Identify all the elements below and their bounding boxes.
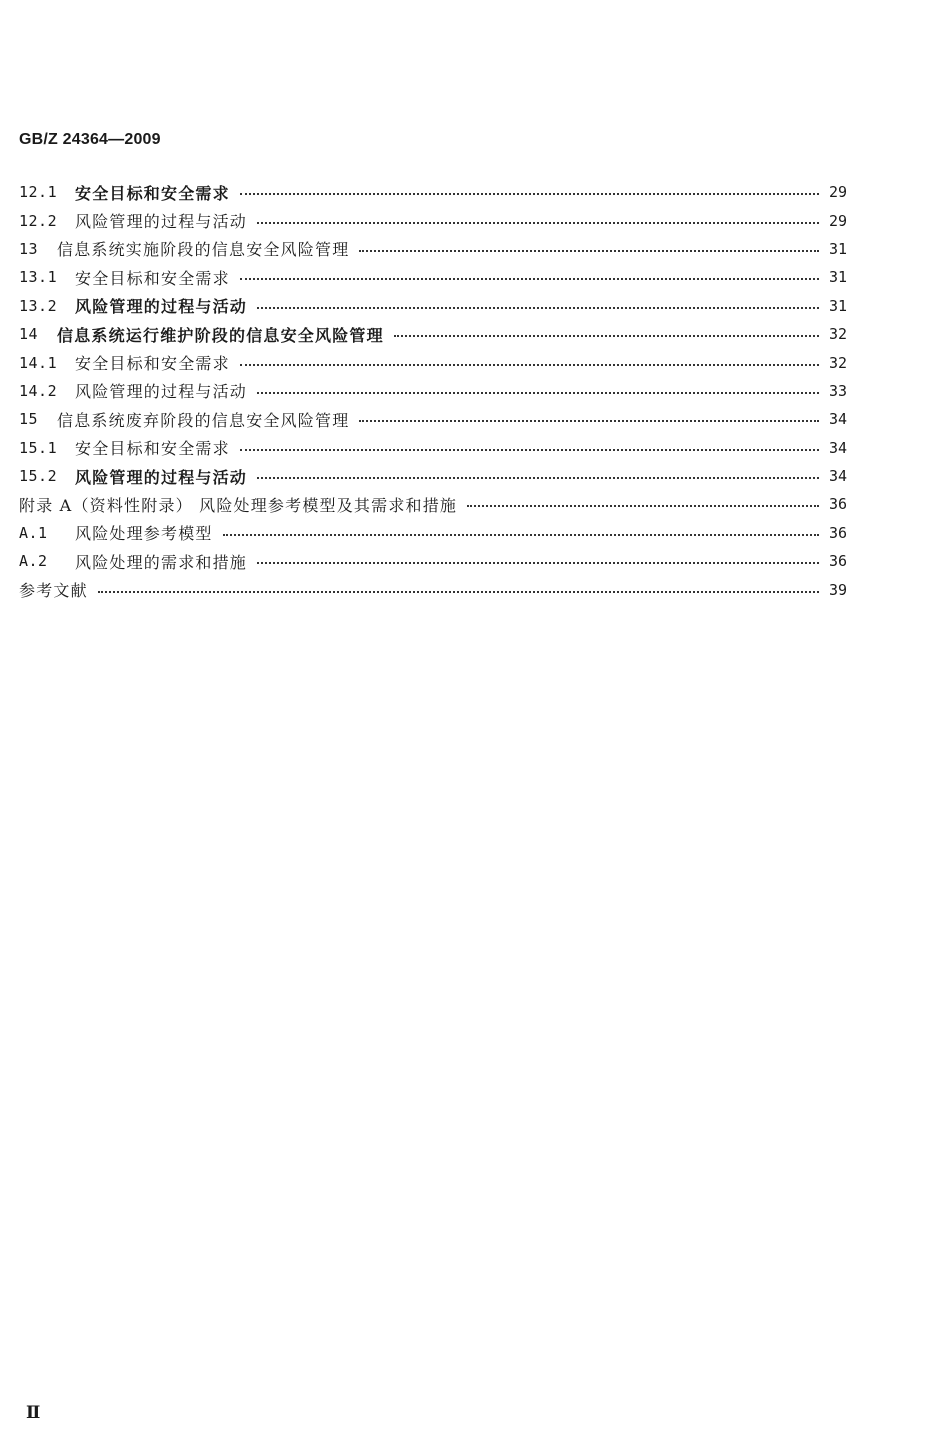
toc-dot-leader (240, 364, 819, 366)
toc-entry-page: 31 (828, 268, 847, 287)
toc-entry-number: 13 (19, 239, 39, 258)
toc-dot-leader (240, 278, 819, 280)
toc-entry[interactable] (19, 263, 847, 291)
toc-entry-title: 风险处理的需求和措施 (75, 552, 248, 572)
toc-entry[interactable] (19, 405, 847, 433)
toc-dot-leader (257, 392, 819, 394)
toc-dot-leader (240, 193, 819, 195)
toc-entry-number: 14.1 (19, 353, 58, 372)
toc-entry-title: 风险管理的过程与活动 (75, 382, 248, 402)
toc-entry-page: 29 (828, 211, 847, 230)
toc-entry-title: 风险管理的过程与活动 (75, 467, 248, 487)
toc-entry-page: 32 (828, 325, 847, 344)
toc-entry-title: 信息系统废弃阶段的信息安全风险管理 (57, 410, 350, 430)
toc-entry-number: 15 (19, 410, 39, 429)
toc-entry[interactable] (19, 377, 847, 405)
toc-entry-page: 36 (828, 495, 847, 514)
toc-entry[interactable] (19, 235, 847, 263)
toc-dot-leader (98, 591, 819, 593)
toc-entry-page: 39 (828, 580, 847, 599)
toc-dot-leader (467, 505, 819, 507)
toc-entry-title: 信息系统实施阶段的信息安全风险管理 (57, 240, 350, 260)
toc-entry[interactable] (19, 519, 847, 547)
toc-dot-leader (223, 534, 819, 536)
toc-entry-number: 13.2 (19, 296, 58, 315)
toc-entry-title: 风险处理参考模型 (75, 524, 213, 544)
toc-entry-title: 风险管理的过程与活动 (75, 212, 248, 232)
toc-dot-leader (240, 449, 819, 451)
toc-entry-page: 34 (828, 438, 847, 457)
toc-entry-page: 36 (828, 552, 847, 571)
toc-dot-leader (257, 562, 819, 564)
toc-entry[interactable] (19, 292, 847, 320)
toc-entry-title: 安全目标和安全需求 (75, 183, 230, 203)
toc-dot-leader (257, 222, 819, 224)
toc-entry[interactable] (19, 434, 847, 462)
toc-entry-title: 信息系统运行维护阶段的信息安全风险管理 (57, 325, 384, 345)
toc-entry-page: 34 (828, 467, 847, 486)
toc-entry-page: 31 (828, 239, 847, 258)
toc-entry-number: 15.1 (19, 438, 58, 457)
toc-entry-number: 12.1 (19, 183, 58, 202)
table-of-contents (19, 178, 847, 604)
toc-entry-title: 安全目标和安全需求 (75, 354, 230, 374)
toc-entry-page: 31 (828, 296, 847, 315)
toc-entry-title: 参考文献 (19, 581, 88, 601)
page-number: Ⅱ (26, 1403, 41, 1422)
toc-entry-number: A.2 (19, 552, 48, 571)
toc-entry[interactable] (19, 490, 847, 518)
toc-entry-number: 14.2 (19, 381, 58, 400)
toc-dot-leader (394, 335, 819, 337)
toc-entry-title: 安全目标和安全需求 (75, 268, 230, 288)
toc-entry[interactable] (19, 320, 847, 348)
toc-entry-page: 29 (828, 183, 847, 202)
toc-dot-leader (257, 307, 819, 309)
toc-entry-page: 34 (828, 410, 847, 429)
toc-entry[interactable] (19, 575, 847, 603)
toc-entry-page: 36 (828, 523, 847, 542)
toc-entry-number: 12.2 (19, 211, 58, 230)
toc-dot-leader (257, 477, 819, 479)
toc-entry-page: 32 (828, 353, 847, 372)
toc-entry-number: A.1 (19, 523, 48, 542)
toc-entry[interactable] (19, 462, 847, 490)
toc-dot-leader (359, 420, 819, 422)
toc-dot-leader (359, 250, 819, 252)
toc-entry[interactable] (19, 547, 847, 575)
toc-entry-number: 13.1 (19, 268, 58, 287)
toc-entry-title: 安全目标和安全需求 (75, 439, 230, 459)
toc-entry-number: 14 (19, 325, 39, 344)
toc-entry[interactable] (19, 206, 847, 234)
toc-entry-number: 15.2 (19, 467, 58, 486)
toc-entry-title: 风险管理的过程与活动 (75, 297, 248, 317)
document-code: GB/Z 24364—2009 (19, 131, 161, 148)
toc-entry[interactable] (19, 178, 847, 206)
toc-entry-page: 33 (828, 381, 847, 400)
toc-entry[interactable] (19, 348, 847, 376)
toc-entry-title: 附录 A（资料性附录） 风险处理参考模型及其需求和措施 (19, 495, 458, 515)
